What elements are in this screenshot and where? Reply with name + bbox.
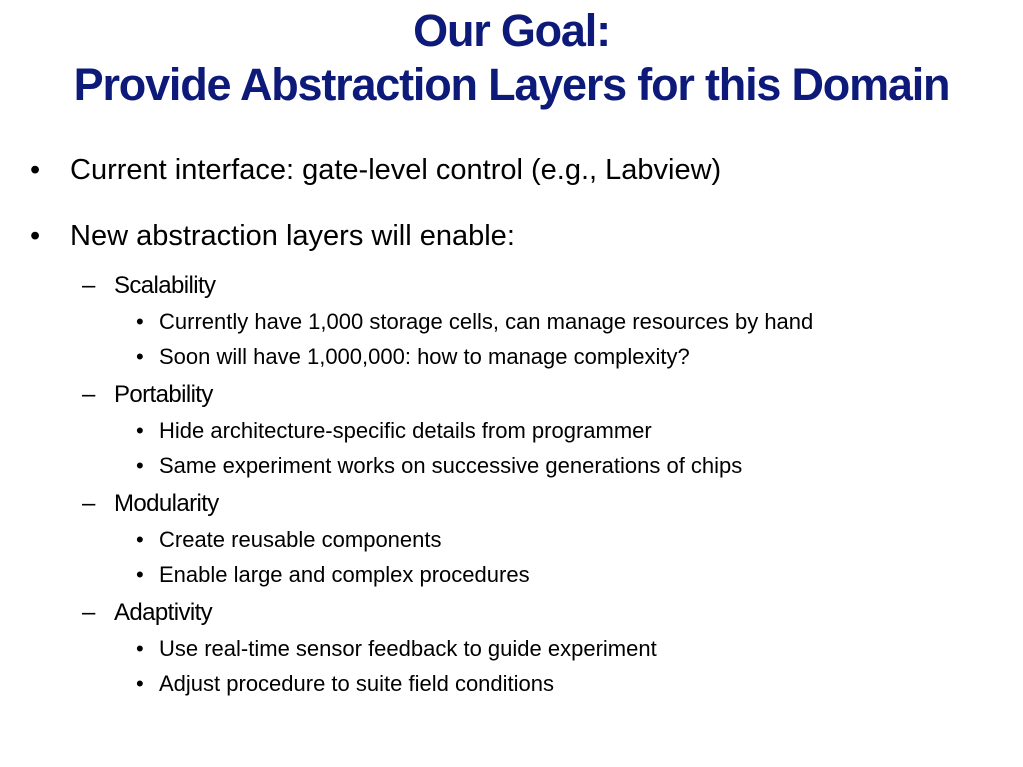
- sub-bullet-text: Soon will have 1,000,000: how to manage complexity?: [159, 344, 690, 369]
- bullet-dot-icon: •: [136, 418, 144, 443]
- bullet-text: Current interface: gate-level control (e.g., Labview): [70, 154, 722, 186]
- sub-bullet-text: Hide architecture-specific details from programmer: [159, 418, 652, 443]
- bullet-dot-icon: •: [136, 636, 144, 661]
- sub-bullet-text: Create reusable components: [159, 527, 442, 552]
- bullet-dot-icon: •: [136, 527, 144, 552]
- sub-bullet-text: Adjust procedure to suite field conditions: [159, 671, 555, 696]
- bullet-dot-icon: •: [136, 671, 144, 696]
- sub-bullet-text: Same experiment works on successive generations of chips: [159, 453, 743, 478]
- sub-bullet-text: Use real-time sensor feedback to guide experiment: [159, 636, 657, 661]
- section-heading-text: Adaptivity: [114, 599, 213, 626]
- section-heading-text: Portability: [114, 381, 213, 408]
- bullet-text: New abstraction layers will enable:: [70, 220, 515, 252]
- bullet-dot-icon: •: [136, 562, 144, 587]
- dash-icon: –: [82, 381, 95, 408]
- slide-title-line-1: Our Goal:: [413, 5, 610, 56]
- dash-icon: –: [82, 490, 95, 517]
- bullet-dot-icon: •: [30, 220, 41, 252]
- sub-bullet-text: Currently have 1,000 storage cells, can manage resources by hand: [159, 309, 814, 334]
- bullet-dot-icon: •: [136, 344, 144, 369]
- bullet-dot-icon: •: [136, 309, 144, 334]
- bullet-dot-icon: •: [30, 154, 41, 186]
- dash-icon: –: [82, 272, 95, 299]
- section-heading-text: Scalability: [114, 272, 216, 299]
- bullet-dot-icon: •: [136, 453, 144, 478]
- section-heading-text: Modularity: [114, 490, 219, 517]
- sub-bullet-text: Enable large and complex procedures: [159, 562, 530, 587]
- dash-icon: –: [82, 599, 95, 626]
- slide-title-line-2: Provide Abstraction Layers for this Domain: [73, 59, 950, 110]
